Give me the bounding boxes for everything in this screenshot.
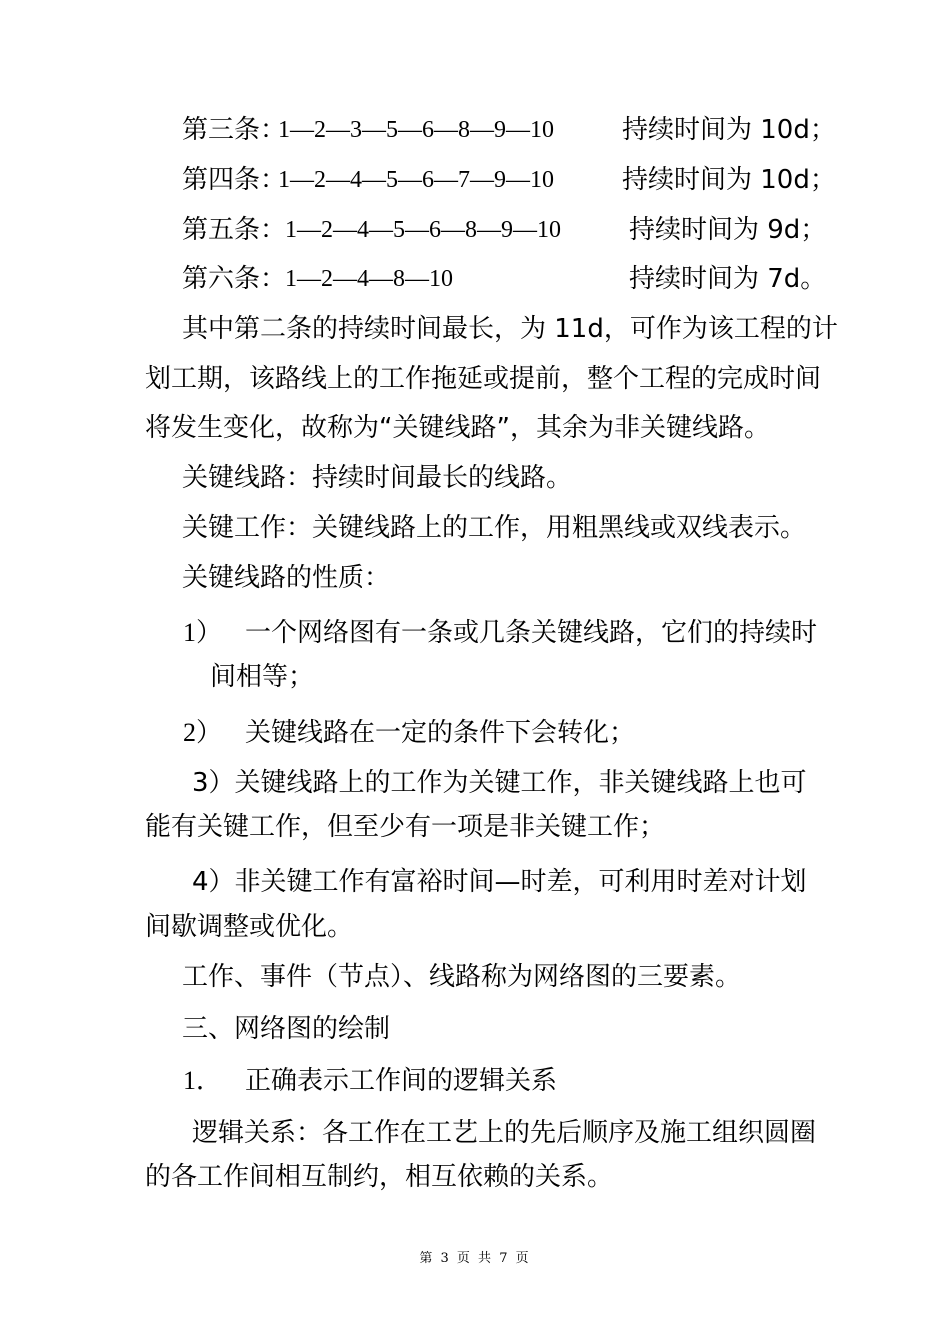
list-item-text: 4）非关键工作有富裕时间—时差，可利用时差对计划 xyxy=(192,867,807,897)
paragraph-line: 将发生变化，故称为“关键线路”，其余为非关键线路。 xyxy=(145,413,770,443)
list-item-text: 间歇调整或优化。 xyxy=(145,912,354,942)
section-heading: 三、网络图的绘制 xyxy=(182,1014,391,1044)
route-duration: 持续时间为 9d； xyxy=(629,215,827,245)
paragraph-line: 划工期，该路线上的工作拖延或提前，整个工程的完成时间 xyxy=(145,364,822,394)
route-label: 第六条： xyxy=(182,264,287,294)
list-number: 1） xyxy=(183,618,223,647)
route-duration: 持续时间为 7d。 xyxy=(629,264,827,294)
route-duration: 持续时间为 10d； xyxy=(622,115,836,145)
route-path: 1—2—4—5—6—7—9—10 xyxy=(278,167,554,193)
list-item-text: 3）关键线路上的工作为关键工作，非关键线路上也可 xyxy=(192,768,807,798)
paragraph-line: 其中第二条的持续时间最长，为 11d，可作为该工程的计 xyxy=(182,314,838,344)
list-number: 2） xyxy=(183,718,223,747)
nature-title: 关键线路的性质： xyxy=(182,563,391,593)
definition-critical-work: 关键工作：关键线路上的工作，用粗黑线或双线表示。 xyxy=(182,513,807,543)
definition-critical-path: 关键线路：持续时间最长的线路。 xyxy=(182,463,573,493)
subsection-title: 正确表示工作间的逻辑关系 xyxy=(245,1066,558,1096)
page-footer: 第 3 页 共 7 页 xyxy=(419,1251,531,1266)
route-path: 1—2—3—5—6—8—9—10 xyxy=(278,117,554,143)
list-item-text: 能有关键工作，但至少有一项是非关键工作； xyxy=(145,812,666,842)
paragraph-line: 的各工作间相互制约，相互依赖的关系。 xyxy=(145,1162,614,1192)
subsection-number: 1． xyxy=(183,1066,223,1095)
list-item-text: 间相等； xyxy=(210,662,315,692)
list-item-text: 关键线路在一定的条件下会转化； xyxy=(245,718,636,748)
list-item-text: 一个网络图有一条或几条关键线路，它们的持续时 xyxy=(245,618,818,648)
route-path: 1—2—4—8—10 xyxy=(285,266,453,292)
three-elements-text: 工作、事件（节点）、线路称为网络图的三要素。 xyxy=(182,962,742,992)
route-duration: 持续时间为 10d； xyxy=(622,165,836,195)
route-label: 第五条： xyxy=(182,215,287,245)
paragraph-line: 逻辑关系：各工作在工艺上的先后顺序及施工组织圆圈 xyxy=(192,1118,817,1148)
route-label: 第三条： xyxy=(182,115,287,145)
route-label: 第四条： xyxy=(182,165,287,195)
route-path: 1—2—4—5—6—8—9—10 xyxy=(285,217,561,243)
